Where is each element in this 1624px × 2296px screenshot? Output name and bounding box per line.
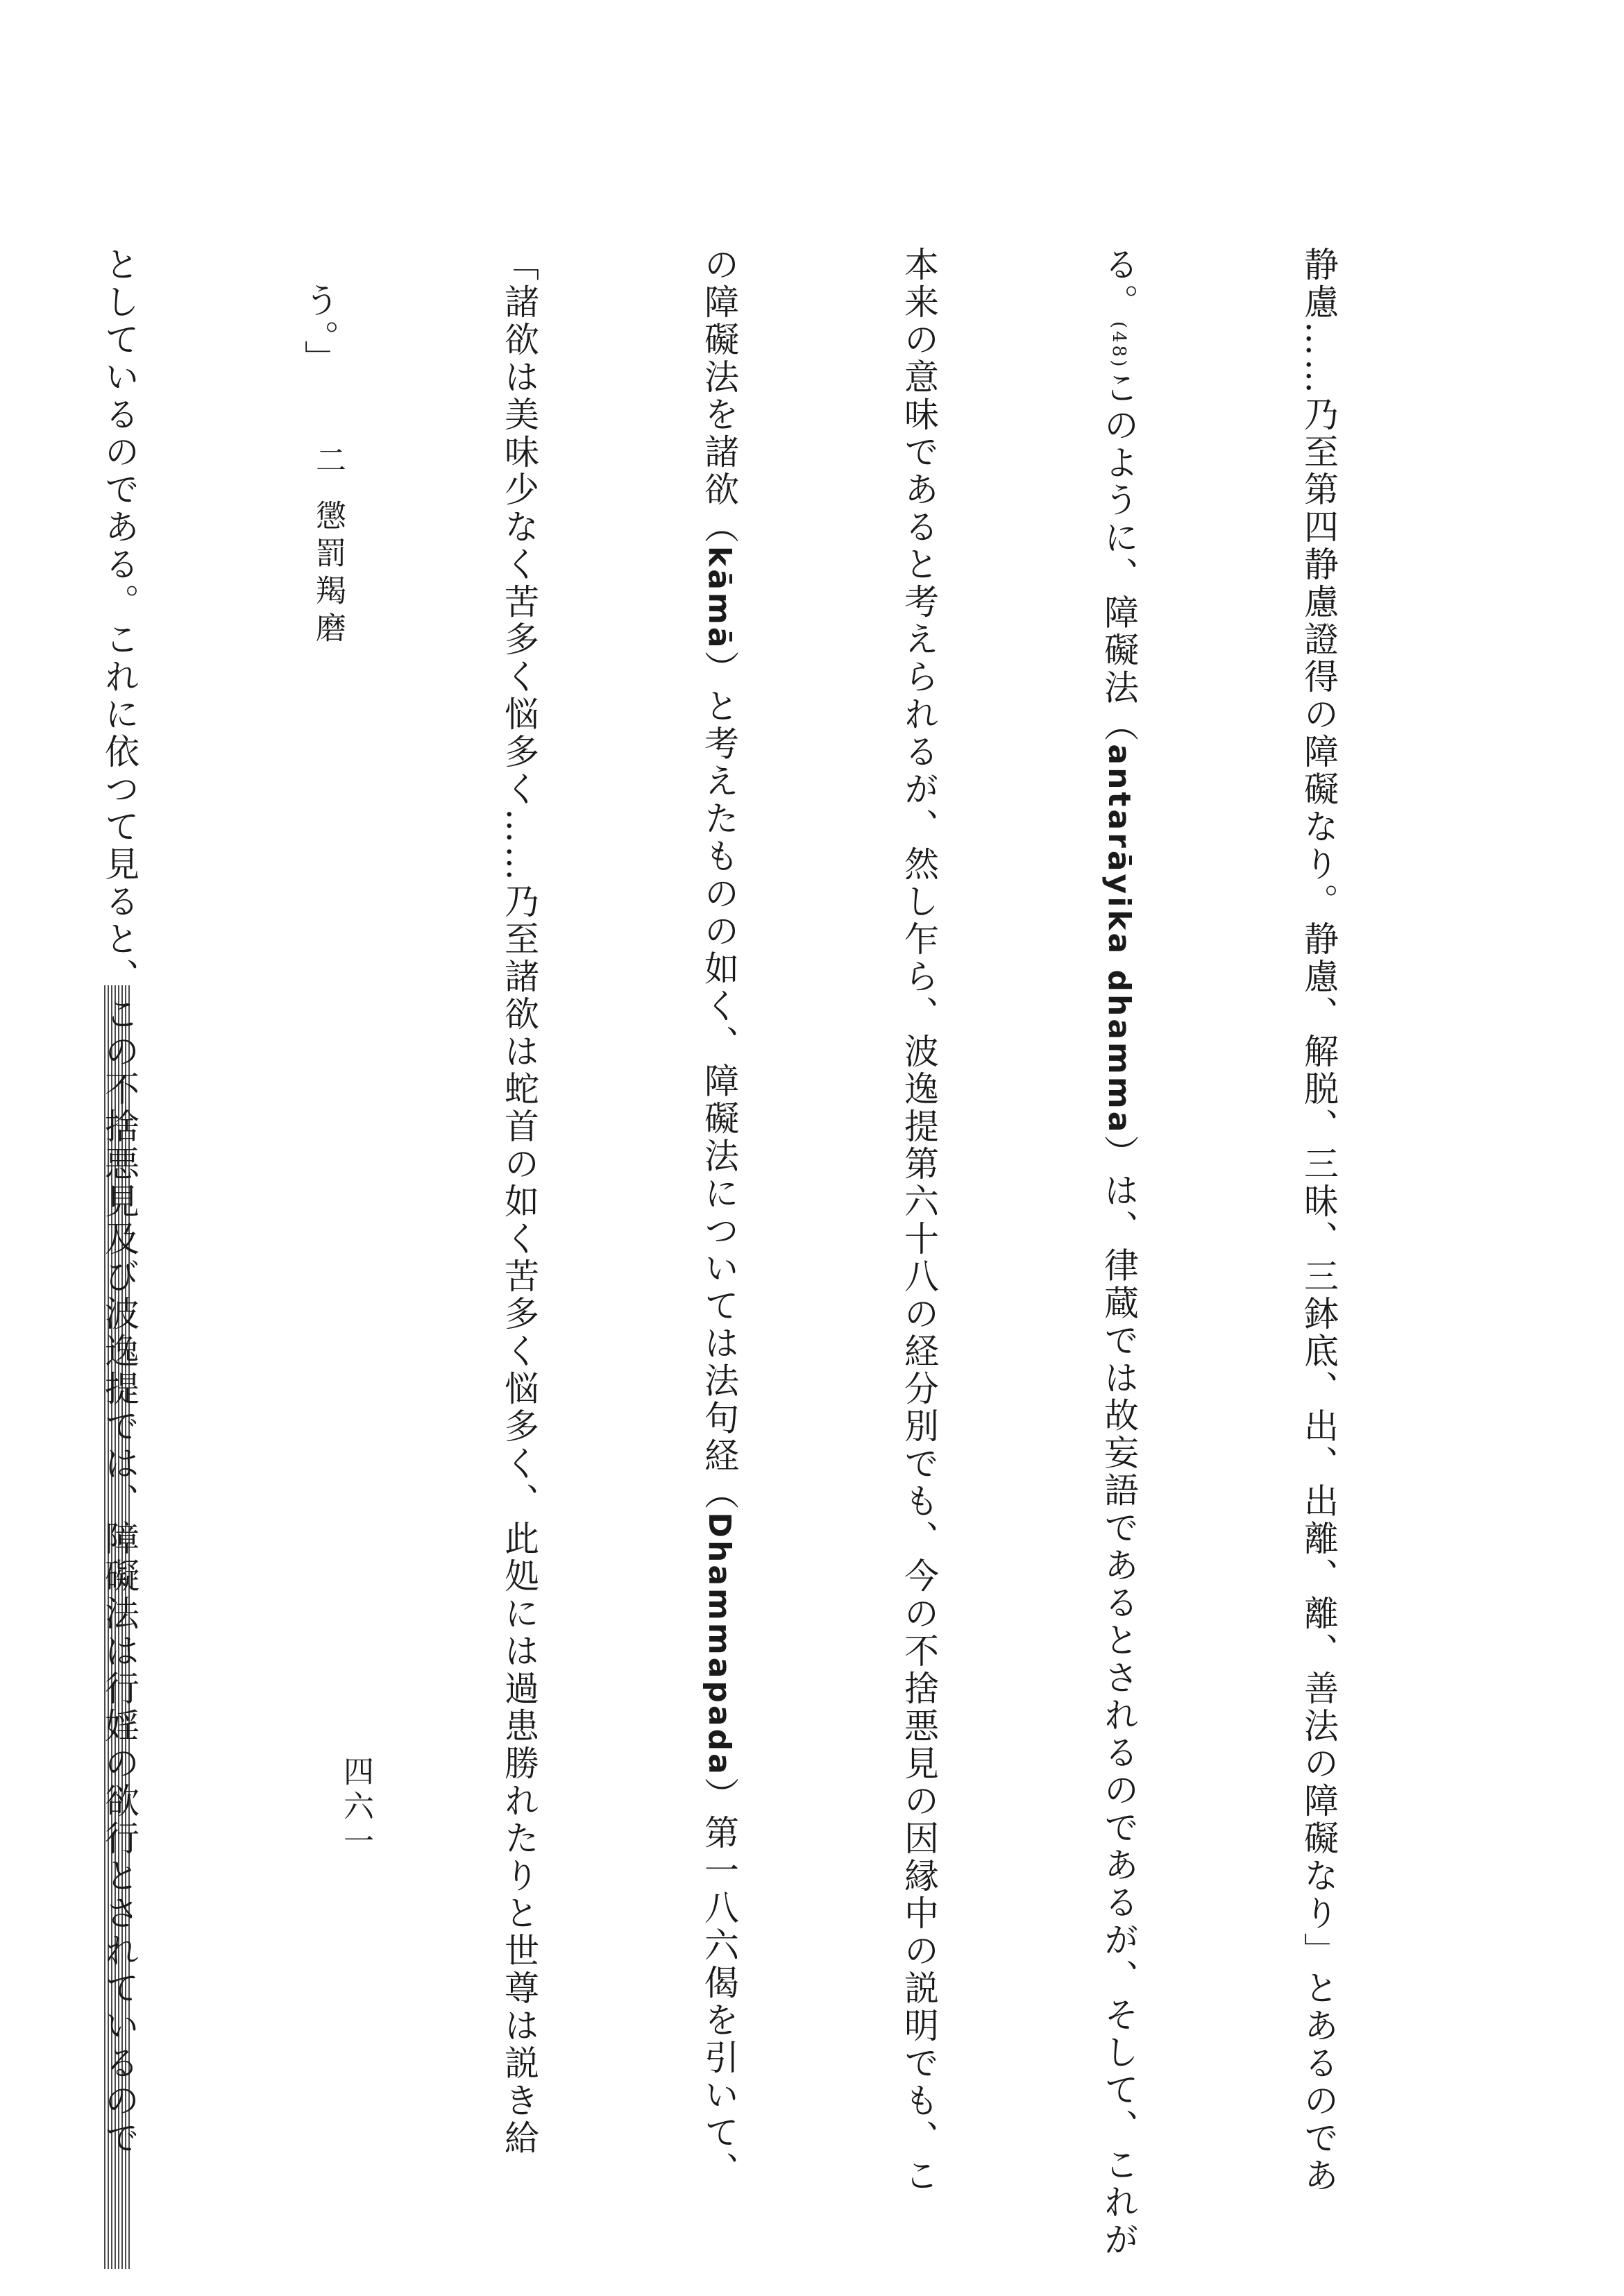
text-run: の障礙法を諸欲（ bbox=[699, 246, 739, 546]
body-text bbox=[0, 246, 1485, 2259]
page-number: 四六一 bbox=[338, 1755, 373, 1860]
chapter-number bbox=[305, 444, 350, 482]
text-line bbox=[86, 246, 153, 2157]
text-run: う。」 bbox=[299, 282, 339, 377]
latin-term: kāmā bbox=[702, 546, 737, 651]
text-run: 静慮……乃至第四静慮證得の障礙なり。静慮、解脱、三昧、三鉢底、出、出離、離、善法の障礙なり」とあるのであ bbox=[1299, 246, 1339, 2195]
section-title: 懲罰羯磨 bbox=[310, 500, 346, 649]
chapter-label: 二 bbox=[310, 444, 346, 482]
text-line bbox=[886, 246, 952, 2195]
footnote-ref: (48) bbox=[1108, 321, 1129, 370]
latin-term: antarāyika dhamma bbox=[1101, 744, 1137, 1135]
text-line bbox=[286, 246, 353, 1912]
running-header bbox=[305, 500, 350, 649]
text-line bbox=[686, 246, 752, 2189]
text-line bbox=[1085, 246, 1152, 2259]
text-line bbox=[486, 246, 552, 2157]
text-run: 「諸欲は美味少なく苦多く悩多く……乃至諸欲は蛇首の如く苦多く悩多く、此処には過患勝れたりと世尊は説き給 bbox=[499, 246, 539, 2157]
text-line bbox=[1285, 246, 1352, 2195]
text-run: ）第一八六偈を引いて、 bbox=[699, 1776, 739, 2189]
text-run: ）と考えたものの如く、障礙法については法句経（ bbox=[699, 650, 739, 1513]
text-run: このように、障礙法（ bbox=[1099, 369, 1139, 745]
text-run: る。 bbox=[1099, 246, 1139, 321]
text-run: としているのである。これに依つて見ると、この不捨悪見及び波逸提では、障礙法は行婬の欲行とされているので bbox=[99, 246, 139, 2157]
text-run: ）は、律蔵では故妄語であるとされるのであるが、そして、これが bbox=[1099, 1134, 1139, 2259]
text-run: 本来の意味であると考えられるが、然し乍ら、波逸提第六十八の経分別でも、今の不捨悪見の因縁中の説明でも、こ bbox=[899, 246, 939, 2195]
latin-term: Dhammapada bbox=[702, 1512, 737, 1777]
